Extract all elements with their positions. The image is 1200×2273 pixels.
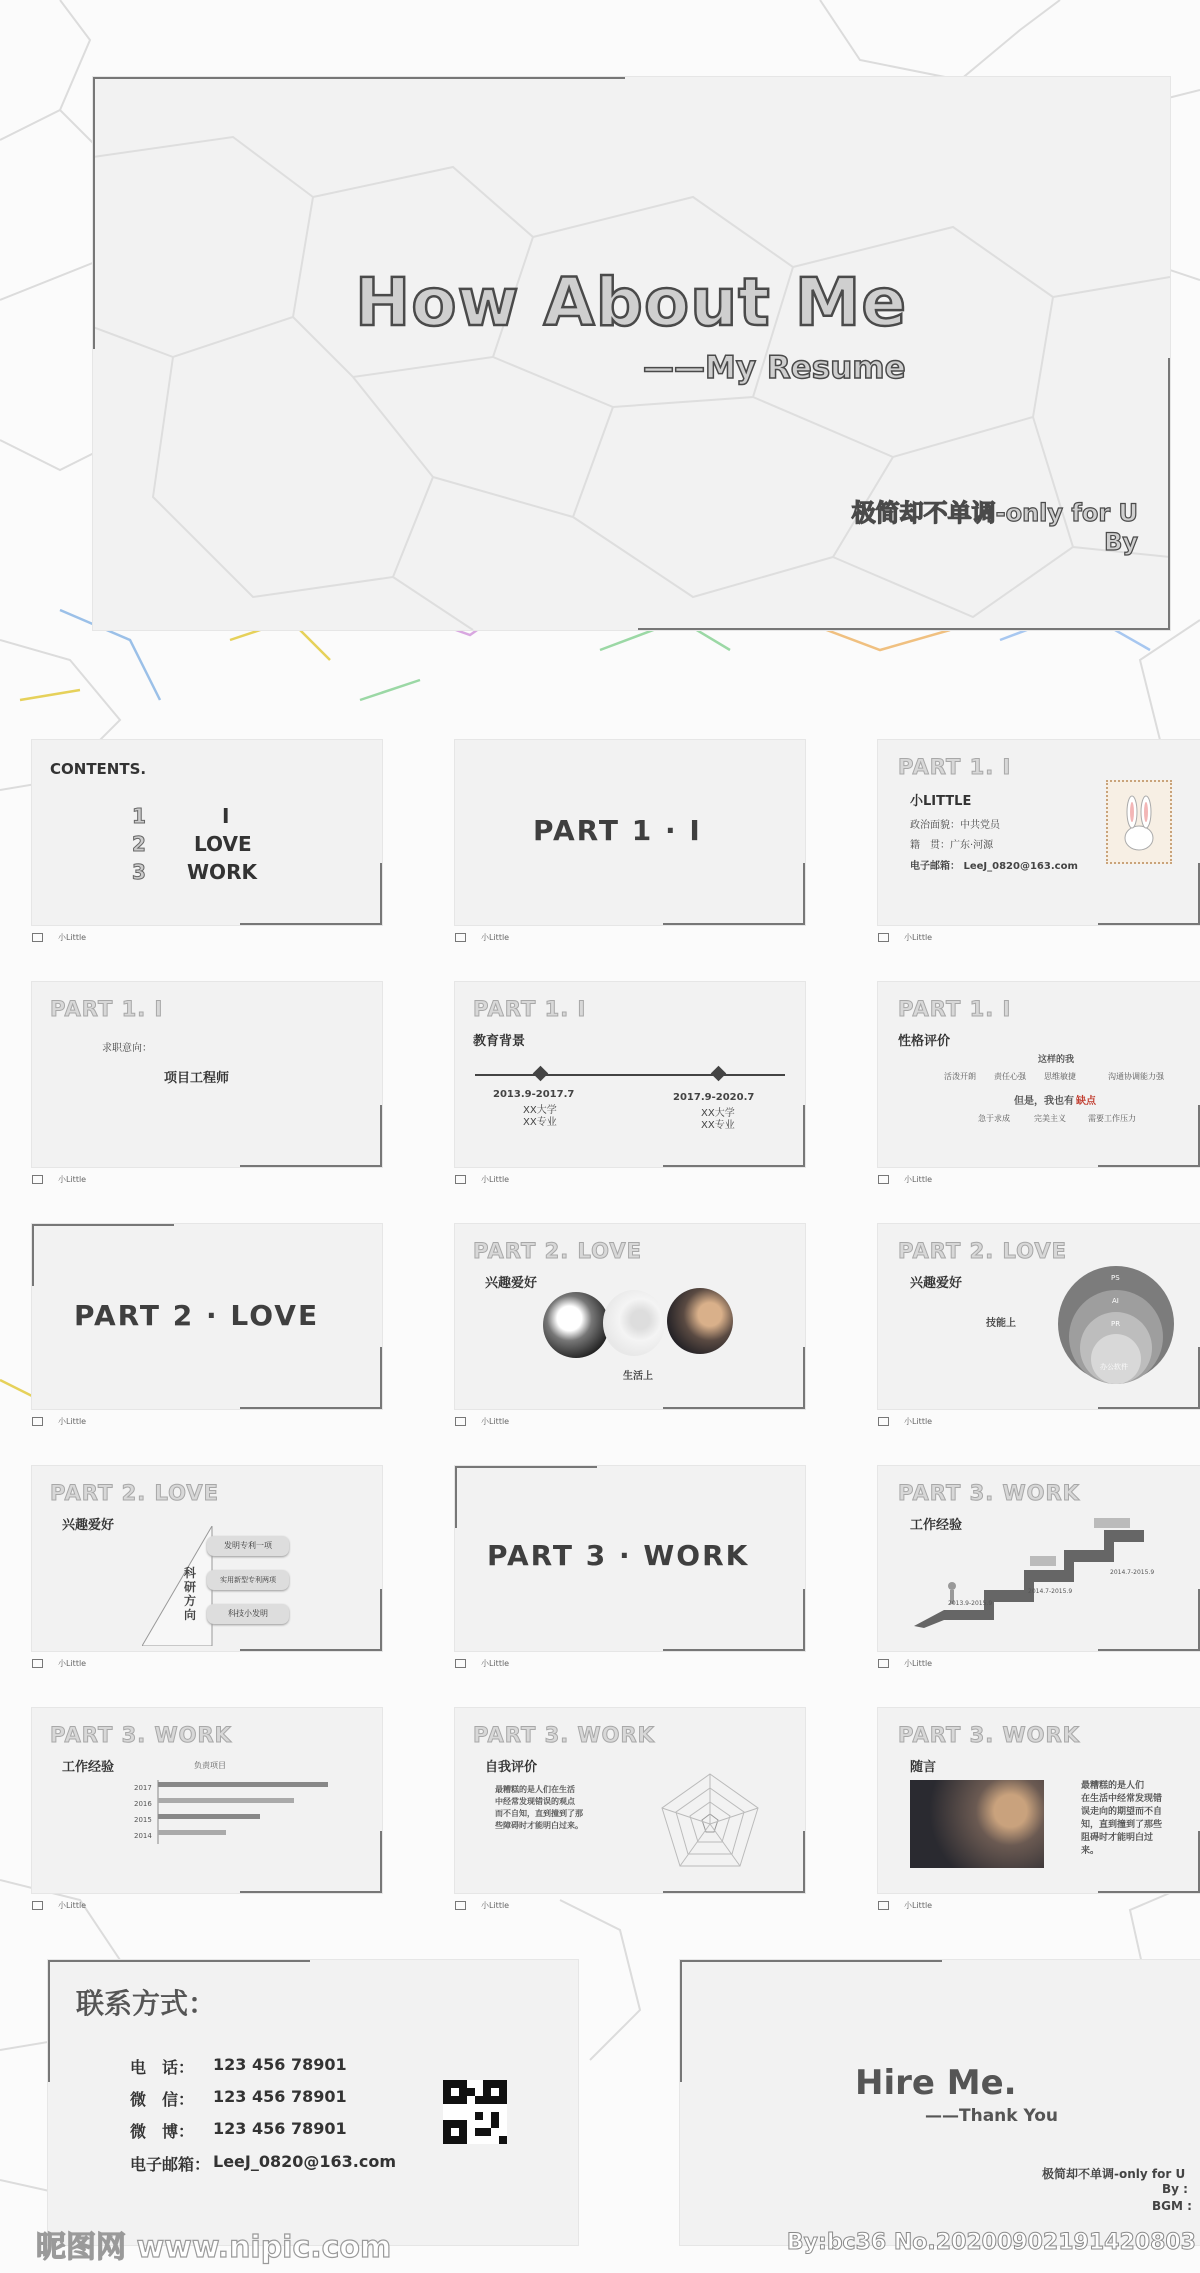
slide-part2-photos[interactable] (455, 1224, 805, 1409)
final-bgm: BGM : (1152, 2199, 1192, 2213)
final-by: By : (1162, 2182, 1188, 2196)
slide-part1-job[interactable] (32, 982, 382, 1167)
slide-frame (240, 863, 382, 925)
slide-footer-icon (32, 1659, 43, 1668)
slide-footer-icon (878, 1175, 889, 1184)
slide-footer-icon (32, 1901, 43, 1910)
slide-part1-info[interactable] (878, 740, 1200, 925)
trait-t6b: 缺点 (1076, 1096, 1096, 1107)
slide-frame (663, 1347, 805, 1409)
stamp-image (1106, 780, 1172, 864)
qr-code-icon[interactable] (443, 2080, 507, 2144)
hobby-photo-3 (667, 1288, 733, 1354)
slide-contents[interactable] (32, 740, 382, 925)
slide-heading: PART 1. I (898, 997, 1012, 1021)
slide-part1-trait[interactable] (878, 982, 1200, 1167)
cover-title: How About Me (355, 264, 908, 341)
step-2: 2014.7-2015.9 (1028, 1588, 1073, 1595)
research-item-2: 实用新型专利两项 (207, 1570, 289, 1590)
contact-value-wechat: 123 456 78901 (213, 2087, 347, 2106)
bar-chart-bar (158, 1814, 260, 1819)
cover-subtitle: ——My Resume (643, 350, 906, 386)
work-label: 工作经验 (910, 1518, 963, 1533)
bar-chart-bar (158, 1798, 294, 1803)
contact-value-phone: 123 456 78901 (213, 2055, 347, 2074)
bar-chart-row-label: 2014 (134, 1832, 152, 1840)
slide-part3-cover[interactable] (455, 1466, 805, 1651)
quote-line-5: 阻碍时才能明白过 (1081, 1833, 1154, 1843)
contents-item-2: LOVE (194, 832, 252, 856)
part1-cover-label: PART 1 · I (533, 814, 702, 847)
slide-heading: PART 1. I (473, 997, 587, 1021)
quote-line-2: 在生活中经常发现错 (1081, 1794, 1163, 1804)
cover-tagline: 极简却不单调-only for U (851, 499, 1138, 527)
contact-value-email: LeeJ_0820@163.com (213, 2152, 397, 2171)
info-line3: 电子邮箱： LeeJ_0820@163.com (910, 861, 1078, 872)
trait-t5: 沟通协调能力强 (1108, 1072, 1164, 1081)
skill-pr: PR (1111, 1320, 1121, 1328)
slide-part3-bars[interactable] (32, 1708, 382, 1893)
cover-slide[interactable] (93, 77, 1170, 630)
edu1-school: XX大学 (523, 1105, 557, 1116)
slide-footer-icon (32, 933, 43, 942)
slide-frame (663, 863, 805, 925)
slide-footer-icon (455, 1901, 466, 1910)
work-label: 工作经验 (62, 1760, 115, 1775)
trait-t1: 这样的我 (1038, 1055, 1075, 1065)
contact-value-weibo: 123 456 78901 (213, 2119, 347, 2138)
job-value: 项目工程师 (164, 1071, 230, 1086)
edu2-dates: 2017.9-2020.7 (673, 1092, 755, 1103)
slide-heading: PART 3. WORK (898, 1723, 1080, 1747)
slide-footer-label: 小Little (904, 1175, 933, 1184)
timeline-marker (711, 1066, 727, 1082)
slide-frame (1098, 1105, 1200, 1167)
contact-label-wechat: 微 信： (130, 2090, 195, 2109)
watermark-right: By:bc36 No.20200902191420803 (786, 2230, 1196, 2255)
research-vertical-label: 科研方向 (184, 1566, 197, 1622)
slide-part3-radar[interactable] (455, 1708, 805, 1893)
quote-label: 随言 (910, 1760, 937, 1775)
slide-footer-icon (32, 1417, 43, 1426)
final-tagline: 极简却不单调-only for U (1042, 2167, 1186, 2181)
skill-office: 办公软件 (1100, 1363, 1128, 1371)
step-1: 2013.9-2015.9 (948, 1600, 993, 1607)
contents-num-1: 1 (132, 804, 146, 828)
slide-frame (32, 1224, 174, 1286)
part3-cover-label: PART 3 · WORK (487, 1539, 750, 1572)
slide-footer-label: 小Little (904, 1659, 933, 1668)
trait-t4: 思维敏捷 (1044, 1072, 1076, 1081)
self-eval-line-4: 些障碍时才能明白过来。 (495, 1821, 583, 1830)
trait-t8: 完美主义 (1034, 1114, 1066, 1123)
slide-part3-quote[interactable] (878, 1708, 1200, 1893)
quote-photo (910, 1780, 1044, 1868)
slide-footer-icon (455, 1659, 466, 1668)
slide-heading: PART 3. WORK (473, 1723, 655, 1747)
slide-heading: PART 2. LOVE (473, 1239, 642, 1263)
skill-ai: AI (1112, 1297, 1119, 1305)
slide-heading: PART 1. I (50, 997, 164, 1021)
trait-t9: 需要工作压力 (1088, 1114, 1136, 1123)
rabbit-icon (1108, 782, 1170, 862)
final-title: Hire Me. (855, 2063, 1017, 2103)
slide-footer-label: 小Little (58, 1659, 87, 1668)
slide-frame (240, 1347, 382, 1409)
contact-label-weibo: 微 博： (130, 2122, 195, 2141)
part2-cover-label: PART 2 · LOVE (74, 1299, 320, 1332)
contents-title: CONTENTS. (50, 760, 147, 778)
slide-footer-label: 小Little (58, 933, 87, 942)
slide-part2-cover[interactable] (32, 1224, 382, 1409)
edu-label: 教育背景 (473, 1034, 526, 1049)
quote-line-6: 来。 (1081, 1846, 1100, 1856)
slide-footer-label: 小Little (481, 1175, 510, 1184)
slide-part1-edu[interactable] (455, 982, 805, 1167)
hobby-label: 兴趣爱好 (62, 1518, 115, 1533)
contents-num-2: 2 (132, 832, 146, 856)
quote-line-1: 最糟糕的是人们 (1081, 1781, 1145, 1791)
bar-chart-title: 负责项目 (194, 1761, 226, 1770)
hobby-caption: 生活上 (623, 1371, 653, 1382)
slide-footer-label: 小Little (904, 1417, 933, 1426)
slide-footer-label: 小Little (904, 933, 933, 942)
final-subtitle: ——Thank You (925, 2106, 1059, 2126)
quote-line-3: 误走向的期望而不自 (1081, 1807, 1163, 1817)
edu1-major: XX专业 (523, 1117, 557, 1128)
slide-frame (663, 1105, 805, 1167)
bar-chart-bar (158, 1830, 226, 1835)
hobby-photo-1 (543, 1292, 609, 1358)
slide-part2-circles[interactable] (878, 1224, 1200, 1409)
slide-frame (1098, 1589, 1200, 1651)
quote-line-4: 知，直到撞到了那些 (1081, 1820, 1163, 1830)
slide-frame (1098, 863, 1200, 925)
hobby-photo-2 (603, 1290, 665, 1356)
slide-part1-cover[interactable] (455, 740, 805, 925)
slide-frame (1098, 1831, 1200, 1893)
bar-chart-row-label: 2016 (134, 1800, 152, 1808)
edu1-dates: 2013.9-2017.7 (493, 1089, 575, 1100)
hobby-label: 兴趣爱好 (910, 1276, 963, 1291)
slide-part3-steps[interactable] (878, 1466, 1200, 1651)
slide-contact[interactable] (48, 1960, 578, 2245)
trait-t6a: 但是，我也有 (1014, 1096, 1074, 1107)
hobby-label: 兴趣爱好 (485, 1276, 538, 1291)
bar-chart-row-label: 2017 (134, 1784, 152, 1792)
slide-final[interactable] (680, 1960, 1200, 2245)
slide-footer-label: 小Little (481, 1659, 510, 1668)
research-item-3: 科技小发明 (207, 1604, 289, 1624)
slide-footer-label: 小Little (58, 1901, 87, 1910)
trait-label: 性格评价 (898, 1034, 951, 1049)
slide-frame (455, 1466, 597, 1528)
bar-chart-bar (158, 1782, 328, 1787)
slide-frame (240, 1105, 382, 1167)
slide-footer-label: 小Little (58, 1175, 87, 1184)
slide-footer-icon (878, 1659, 889, 1668)
contents-item-3: WORK (187, 860, 257, 884)
contact-title: 联系方式： (76, 1987, 217, 2020)
research-item-1: 发明专利一项 (207, 1536, 289, 1556)
slide-footer-label: 小Little (481, 1417, 510, 1426)
slide-footer-label: 小Little (481, 933, 510, 942)
slide-frame (663, 1831, 805, 1893)
edu2-school: XX大学 (701, 1108, 735, 1119)
self-eval-line-3: 而不自知，直到撞到了那 (495, 1809, 583, 1818)
trait-t7: 急于求成 (978, 1114, 1010, 1123)
skill-side-label: 技能上 (986, 1318, 1016, 1329)
edu2-major: XX专业 (701, 1120, 735, 1131)
slide-footer-icon (878, 1417, 889, 1426)
timeline-marker (533, 1066, 549, 1082)
slide-frame (1098, 1347, 1200, 1409)
slide-footer-icon (878, 933, 889, 942)
self-eval-label: 自我评价 (485, 1760, 538, 1775)
slide-heading: PART 2. LOVE (50, 1481, 219, 1505)
self-eval-line-2: 中经常发现错误的观点 (495, 1797, 575, 1806)
slide-footer-icon (878, 1901, 889, 1910)
slide-heading: PART 3. WORK (898, 1481, 1080, 1505)
slide-footer-icon (455, 1417, 466, 1426)
contents-item-1: I (222, 804, 230, 828)
slide-footer-icon (455, 1175, 466, 1184)
contact-label-email: 电子邮箱： (130, 2155, 211, 2174)
slide-footer-label: 小Little (481, 1901, 510, 1910)
cover-by: By (1104, 528, 1138, 556)
step-3: 2014.7-2015.9 (1110, 1569, 1155, 1576)
slide-footer-label: 小Little (904, 1901, 933, 1910)
slide-footer-icon (455, 933, 466, 942)
slide-footer-icon (32, 1175, 43, 1184)
job-label: 求职意向： (102, 1043, 152, 1054)
timeline-line (475, 1074, 785, 1076)
trait-t2: 活泼开朗 (944, 1072, 976, 1081)
self-eval-line-1: 最糟糕的是人们在生活 (495, 1785, 575, 1794)
contact-label-phone: 电 话： (130, 2058, 195, 2077)
info-line2: 籍 贯：广东·河源 (910, 840, 994, 851)
info-name: 小LITTLE (910, 794, 972, 809)
slide-heading: PART 1. I (898, 755, 1012, 779)
watermark-left: 昵图网 www.nipic.com (36, 2230, 392, 2265)
bar-chart-row-label: 2015 (134, 1816, 152, 1824)
skill-ps: PS (1111, 1274, 1120, 1282)
slide-heading: PART 2. LOVE (898, 1239, 1067, 1263)
slide-frame (663, 1589, 805, 1651)
info-line1: 政治面貌：中共党员 (910, 820, 1000, 831)
slide-frame (240, 1589, 382, 1651)
contents-num-3: 3 (132, 860, 146, 884)
slide-frame (240, 1831, 382, 1893)
slide-footer-label: 小Little (58, 1417, 87, 1426)
trait-t3: 责任心强 (994, 1072, 1026, 1081)
slide-heading: PART 3. WORK (50, 1723, 232, 1747)
slide-part2-research[interactable] (32, 1466, 382, 1651)
